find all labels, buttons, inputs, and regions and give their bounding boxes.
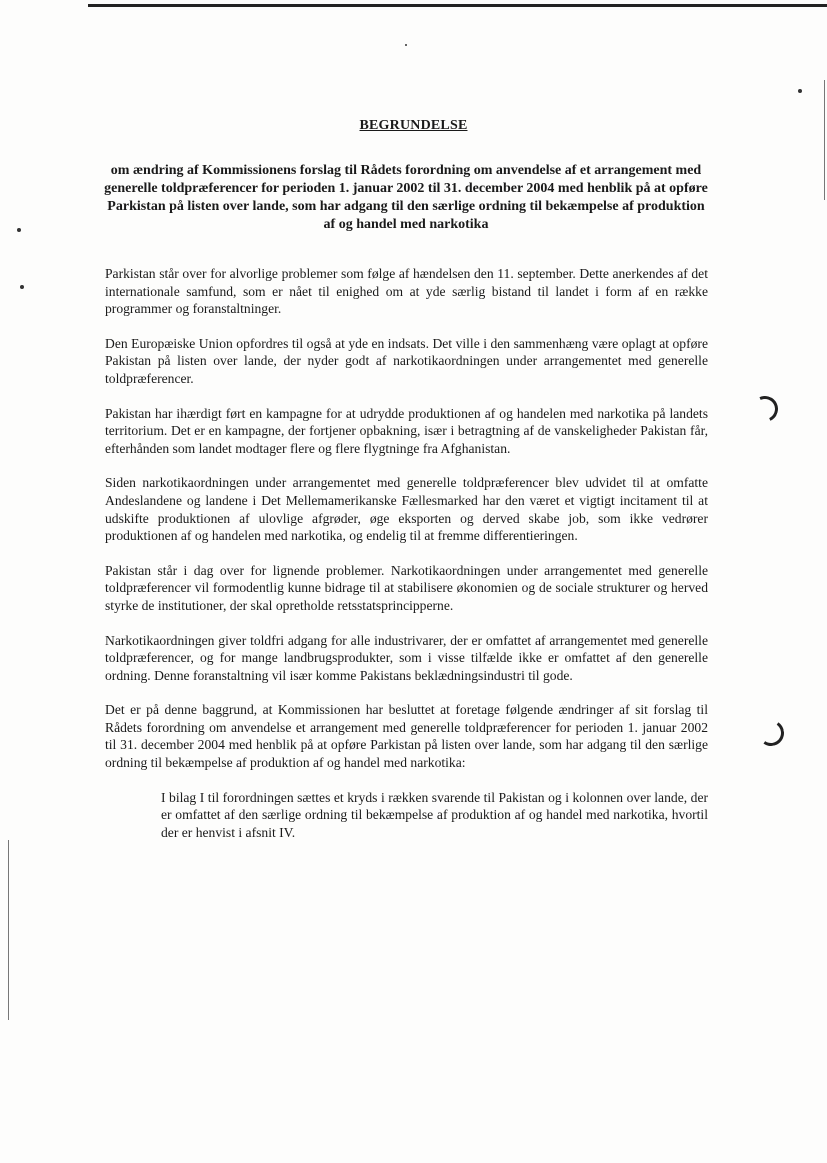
paragraph-6: Narkotikaordningen giver toldfri adgang for alle industrivarer, der er omfattet af arrangementet med generelle toldpræferencer, og for mange landbrugsprodukter, som i visse tilfælde ikke er omfattet af den generelle ordning. Denne foranstaltning vil især komme Pakistans beklædningsindustri til gode. bbox=[105, 632, 708, 683]
scan-speck bbox=[798, 89, 802, 93]
indented-paragraph: I bilag I til forordningen sættes et kryds i rækken svarende til Pakistan og i kolonnen over lande, der er omfattet af den særlige ordning til bekæmpelse af produktion af og handel med narkotika, hvortil der er henvist i afsnit IV. bbox=[161, 789, 708, 840]
paragraph-7: Det er på denne baggrund, at Kommissionen har besluttet at foretage følgende ændringer af sit forslag til Rådets forordning om anvendelse et arrangement med generelle toldpræferencer for perioden 1. januar 2002 til 31. december 2004 med henblik på at opføre Parkistan på listen over lande, som har adgang til den særlige ordning til bekæmpelse af produktion af og handel med narkotika: bbox=[105, 702, 708, 771]
paragraph-1: Parkistan står over for alvorlige problemer som følge af hændelsen den 11. september. Dette anerkendes af det internationale samfund, som er nået til enighed om at yde særlig bistand til landet i form af en række programmer og foranstaltninger. bbox=[105, 266, 708, 317]
paragraph-3: Pakistan har ihærdigt ført en kampagne for at udrydde produktionen af og handelen med narkotika på landets territorium. Det er en kampagne, der fortjener opbakning, især i betragtning af de vanskeligheder Pakistan får, efterhånden som landet modtager flere og flere flygtninge fra Afghanistan. bbox=[105, 405, 708, 456]
paragraph-4: Siden narkotikaordningen under arrangementet med generelle toldpræferencer blev udvidet til at omfatte Andeslandene og landene i Det Mellemamerikanske Fællesmarked har den været et vigtigt incitament til at udskifte produktionen af ulovlige afgrøder, øge eksporten og derved skabe job, som ikke vedrører produktionen af og handelen med narkotika, og endelig til at fremme differentieringen. bbox=[105, 475, 708, 544]
scan-speck bbox=[20, 285, 24, 289]
scan-edge-line bbox=[824, 80, 825, 200]
punch-hole-mark bbox=[756, 718, 786, 748]
scan-speck bbox=[405, 44, 407, 46]
paragraph-5: Pakistan står i dag over for lignende problemer. Narkotikaordningen under arrangementet med generelle toldpræferencer vil formodentlig kunne bidrage til at stabilisere økonomien og de sociale strukturer og herved styrke de institutioner, der skal opretholde retsstatsprincipperne. bbox=[105, 562, 708, 613]
top-rule bbox=[88, 4, 827, 7]
scan-speck bbox=[17, 228, 21, 232]
document-title: BEGRUNDELSE bbox=[359, 118, 468, 133]
scan-edge-line bbox=[8, 840, 9, 1020]
punch-hole-mark bbox=[748, 392, 781, 425]
paragraph-2: Den Europæiske Union opfordres til også at yde en indsats. Det ville i den sammenhæng være oplagt at opføre Pakistan på listen over lande, der nyder godt af narkotikaordningen under arrangementet med generelle toldpræferencer. bbox=[105, 335, 708, 386]
document-body bbox=[105, 265, 708, 841]
document-subtitle: om ændring af Kommissionens forslag til Rådets forordning om anvendelse af et arrangement med generelle toldpræferencer for perioden 1. januar 2002 til 31. december 2004 med henblik på at opføre Parkistan på listen over lande, som har adgang til den særlige ordning til bekæmpelse af produktion af og handel med narkotika bbox=[104, 163, 708, 232]
